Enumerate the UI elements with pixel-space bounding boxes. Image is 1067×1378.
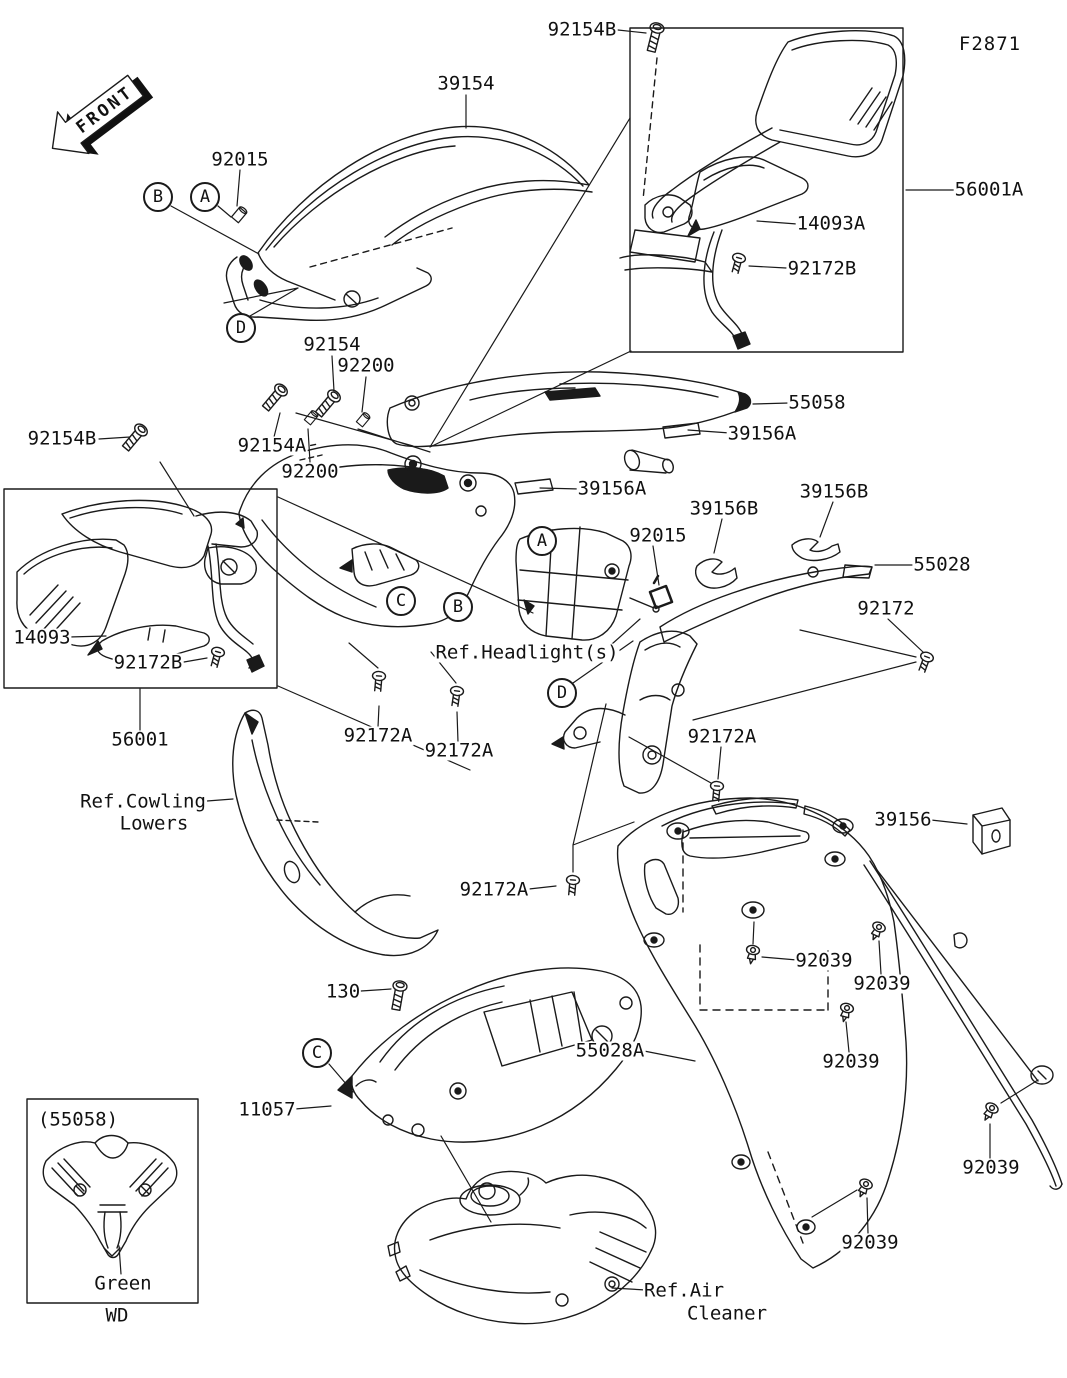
- part-label-92172a-1: 92172A: [343, 724, 413, 747]
- part-label-92015-top: 92015: [211, 148, 269, 171]
- part-label-92039-5: 92039: [841, 1231, 899, 1254]
- part-label-39156: 39156: [874, 808, 932, 831]
- view-callout-A2: A: [527, 526, 557, 556]
- svg-text:FRONT: FRONT: [72, 82, 138, 138]
- front-direction-arrow: [37, 61, 161, 175]
- part-label-92200-top: 92200: [337, 354, 395, 377]
- part-label-39156a-center: 39156A: [577, 477, 647, 500]
- collar-92015-drawing: [650, 576, 672, 608]
- view-callout-C2: C: [302, 1038, 332, 1068]
- part-label-92172a-4: 92172A: [459, 878, 529, 901]
- part-label-39156b-right: 39156B: [799, 480, 869, 503]
- part-label-92154: 92154: [303, 333, 361, 356]
- view-callout-D2: D: [547, 678, 577, 708]
- part-label-92200-left: 92200: [281, 460, 339, 483]
- part-label-92039-1: 92039: [795, 949, 853, 972]
- part-label-wd: WD: [105, 1304, 129, 1327]
- part-label-92039-2: 92039: [853, 972, 911, 995]
- part-label-55028: 55028: [913, 553, 971, 576]
- part-label-92172b-top: 92172B: [787, 257, 857, 280]
- part-label-92154a: 92154A: [237, 434, 307, 457]
- part-label-92015-center: 92015: [629, 524, 687, 547]
- part-label-92154b-left: 92154B: [27, 427, 97, 450]
- view-callout-B2: B: [443, 592, 473, 622]
- part-label-55058: 55058: [788, 391, 846, 414]
- part-label-14093: 14093: [13, 626, 71, 649]
- mirror-assembly-right-drawing: [620, 21, 905, 349]
- part-label-39156a-right: 39156A: [727, 422, 797, 445]
- cowling-lowers-drawing: [233, 710, 438, 955]
- part-label-92039-3: 92039: [822, 1050, 880, 1073]
- view-callout-C1: C: [386, 586, 416, 616]
- part-label-130: 130: [325, 980, 361, 1003]
- part-label-ref-air-2: Cleaner: [686, 1302, 768, 1325]
- part-label-39154: 39154: [437, 72, 495, 95]
- view-callout-D1: D: [226, 313, 256, 343]
- part-label-92172a-3: 92172A: [687, 725, 757, 748]
- inset-front-cowl-drawing: [43, 1136, 176, 1258]
- part-label-ref-headlight: Ref.Headlight(s): [435, 641, 619, 664]
- part-label-92172a-2: 92172A: [424, 739, 494, 762]
- rubber-damper-39156-drawing: [973, 808, 1010, 854]
- part-label-ref-cowling-2: Lowers: [119, 812, 189, 835]
- part-label-92172b-left: 92172B: [113, 651, 183, 674]
- air-cleaner-drawing: [388, 1171, 656, 1323]
- part-label-92172: 92172: [857, 597, 915, 620]
- figure-code: F2871: [958, 33, 1022, 55]
- view-callout-A1: A: [190, 182, 220, 212]
- meter-cover-drawing: [552, 565, 872, 793]
- part-label-green: Green: [94, 1272, 152, 1295]
- side-fairing-drawing: [618, 798, 1062, 1268]
- part-label-39156b-left: 39156B: [689, 497, 759, 520]
- part-label-ref-cowling-1: Ref.Cowling: [80, 790, 206, 813]
- part-label-56001: 56001: [111, 728, 169, 751]
- part-label-55058-inset: (55058): [37, 1108, 119, 1131]
- part-label-ref-air-1: Ref.Air: [643, 1279, 725, 1302]
- part-label-55028a: 55028A: [575, 1039, 645, 1062]
- part-label-14093a: 14093A: [796, 212, 866, 235]
- part-label-92154b-top: 92154B: [547, 18, 617, 41]
- part-label-11057: 11057: [238, 1098, 296, 1121]
- view-callout-B1: B: [143, 182, 173, 212]
- part-label-92039-4: 92039: [962, 1156, 1020, 1179]
- damper-pads-drawing: [515, 423, 840, 588]
- part-label-56001a: 56001A: [954, 178, 1024, 201]
- center-cowl-drawing: [236, 444, 515, 627]
